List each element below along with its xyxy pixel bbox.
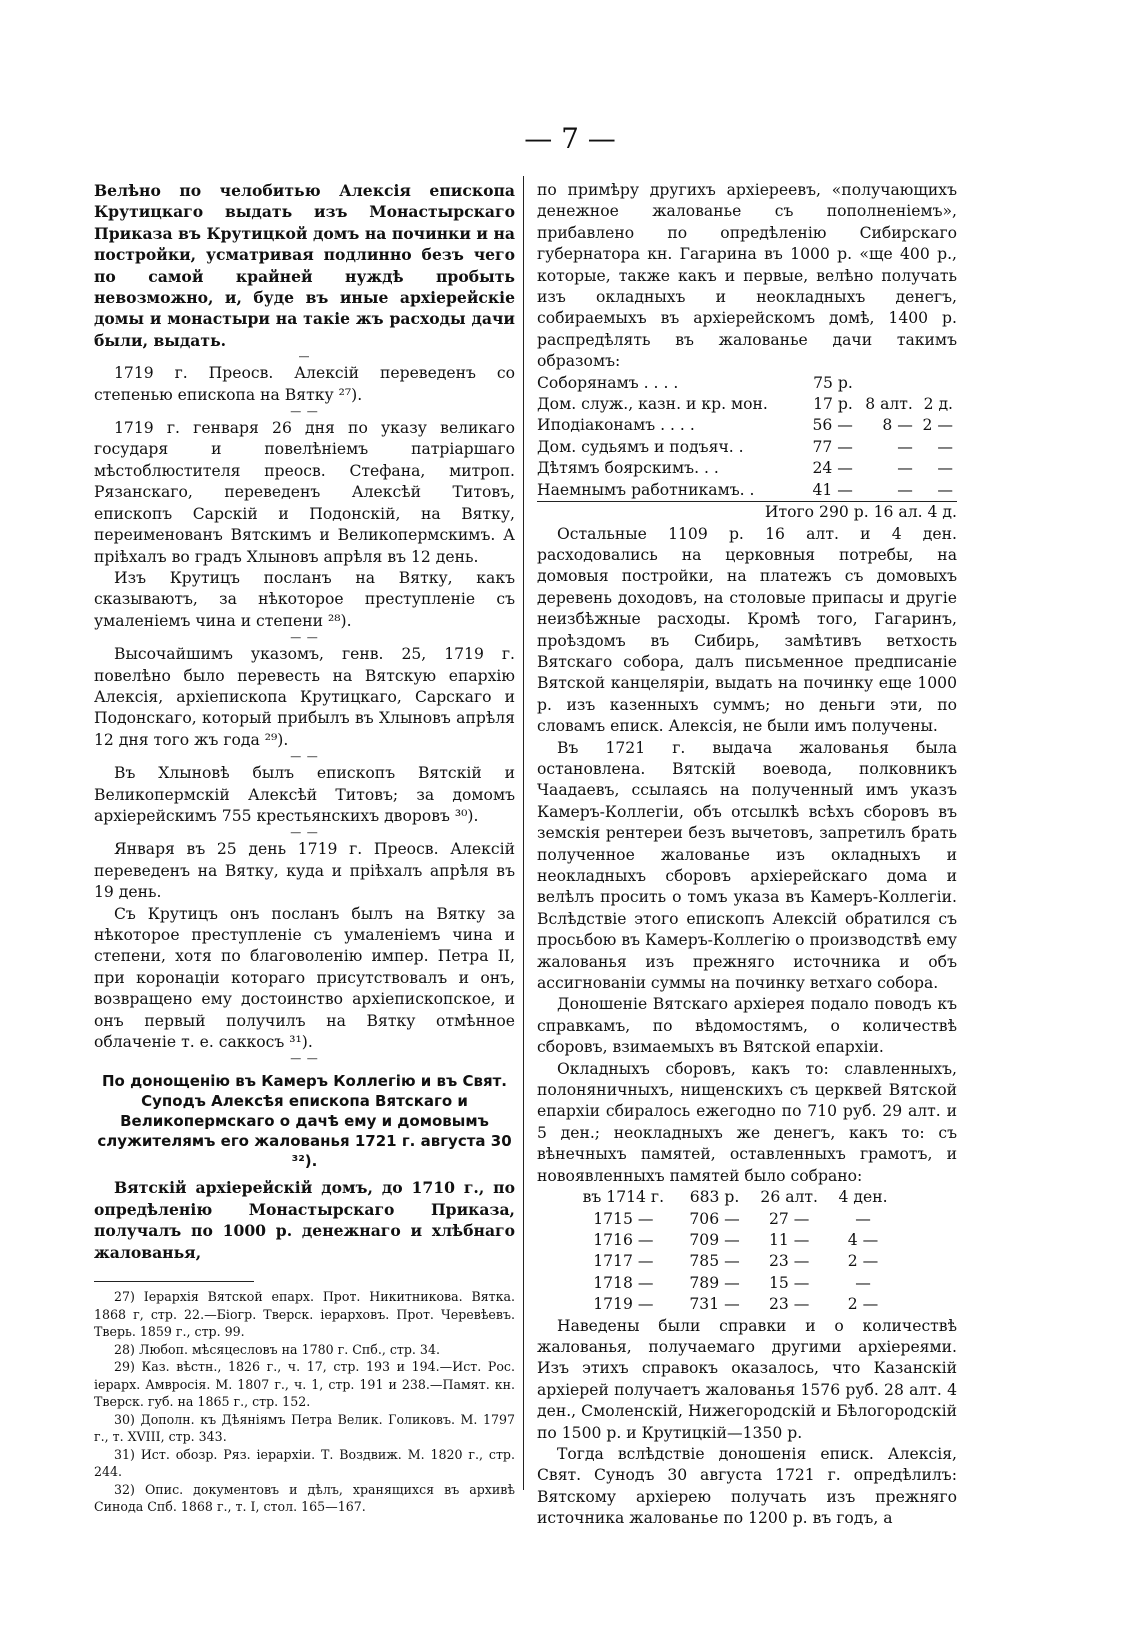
den: —	[855, 1209, 871, 1228]
den: 2 —	[847, 1295, 879, 1314]
salary-alt: —	[897, 459, 913, 478]
salary-alt: —	[897, 480, 913, 499]
collections-table	[567, 1187, 897, 1315]
salary-alt: 8 —	[882, 416, 913, 435]
rub: 785 —	[689, 1252, 740, 1271]
year: 1715 —	[593, 1209, 654, 1228]
paragraph: 1719 г. генваря 26 дня по указу великаго государя и повелѣніемъ патріаршаго мѣстоблюстителя преосв. Стефана, митроп. Рязанскаго, переведенъ Алексѣй Титовъ, епископъ Сарскій и Подонскій, на Вятку, переименованъ Вятскимъ и Великопермскимъ. А пріѣхалъ во градъ Хлыновъ апрѣля въ 12 день.	[94, 419, 515, 566]
table-row	[567, 1230, 897, 1251]
rub: 683 р.	[689, 1188, 740, 1207]
salary-total: Итого 290 р. 16 ал. 4 д.	[537, 501, 957, 523]
salary-rub: 24 —	[812, 459, 853, 478]
column-divider	[523, 176, 524, 1490]
salary-item: Дом. судьямъ и подъяч. .	[537, 437, 744, 456]
salary-item: Дѣтямъ боярскимъ. . .	[537, 459, 719, 478]
alt: 11 —	[769, 1230, 810, 1249]
salary-alt: —	[897, 437, 913, 456]
page-number: — 7 —	[524, 122, 616, 155]
paragraph: Вятскій архіерейскій домъ, до 1710 г., по опредѣленію Монастырскаго Приказа, получалъ по 1000 р. денежнаго и хлѣбнаго жалованья,	[94, 1178, 515, 1262]
year: 1717 —	[593, 1252, 654, 1271]
separator: — —	[290, 750, 319, 764]
den: 4 —	[847, 1230, 879, 1249]
paragraph: Изъ Крутицъ посланъ на Вятку, какъ сказываютъ, за нѣкоторое преступленіе съ умаленіемъ чина и степени ²⁸).	[94, 568, 515, 630]
table-row	[567, 1209, 897, 1230]
rub: 731 —	[689, 1295, 740, 1314]
table-row	[537, 394, 957, 415]
alt: 23 —	[769, 1295, 810, 1314]
rub: 789 —	[689, 1273, 740, 1292]
paragraph: Въ 1721 г. выдача жалованья была остановлена. Вятскій воевода, полковникъ Чаадаевъ, ссылаясь на полученный имъ указъ Камеръ-Коллегіи, объ отсылкѣ всѣхъ сборовъ въ земскія рентереи безъ вычетовъ, запретилъ брать полученное жалованье изъ окладныхъ и неокладныхъ сборовъ архіерейскаго дома и велѣлъ просить о томъ указа въ Камеръ-Коллегіи. Вслѣдствіе этого епископъ Алексій обратился съ просьбою въ Камеръ-Коллегію о производствѣ ему жалованья изъ прежняго источника и объ ассигнованіи суммы на починку ветхаго собора.	[537, 738, 957, 993]
year: 1719 —	[593, 1295, 654, 1314]
separator: — —	[290, 405, 319, 419]
salary-item: Наемнымъ работникамъ. .	[537, 480, 755, 499]
footnote: 28) Любоп. мѣсяцесловъ на 1780 г. Спб., стр. 34.	[114, 1341, 440, 1357]
paragraph: Января въ 25 день 1719 г. Преосв. Алексій переведенъ на Вятку, куда и пріѣхалъ апрѣля въ 19 день.	[94, 840, 515, 902]
salary-rub: 41 —	[812, 480, 853, 499]
table-row	[567, 1187, 897, 1208]
salary-den: —	[937, 480, 953, 499]
paragraph: Въ Хлыновѣ былъ епископъ Вятскій и Великопермскій Алексѣй Титовъ; за домомъ архіерейскимъ 755 крестьянскихъ дворовъ ³⁰).	[94, 764, 515, 825]
footnote: 29) Каз. вѣстн., 1826 г., ч. 17, стр. 193 и 194.—Ист. Рос. іерарх. Амвросія. М. 1807 г., ч. 1, стр. 191 и 238.—Памят. кн. Тверск. губ. на 1865 г., стр. 152.	[94, 1359, 515, 1410]
footnote: 31) Ист. обозр. Ряз. іерархіи. Т. Воздвиж. М. 1820 г., стр. 244.	[94, 1446, 515, 1480]
salary-den: 2 —	[922, 416, 953, 435]
salary-den: —	[937, 459, 953, 478]
table-row	[537, 415, 957, 436]
paragraph: Доношеніе Вятскаго архіерея подало поводъ къ справкамъ, по вѣдомостямъ, о количествѣ сборовъ, взимаемыхъ въ Вятской епархіи.	[537, 995, 957, 1057]
paragraph: Съ Крутицъ онъ посланъ былъ на Вятку за нѣкоторое преступленіе съ умаленіемъ чина и степени, хотя по благоволенію импер. Петра II, при коронаціи котораго присутствовалъ и онъ, возвращено ему достоинство архіепископское, и онъ первый получилъ на Вятку отмѣнное облаченіе т. е. саккосъ ³¹).	[94, 904, 515, 1052]
rub: 706 —	[689, 1209, 740, 1228]
footnote-rule	[94, 1281, 254, 1282]
footnote: 30) Дополн. къ Дѣяніямъ Петра Велик. Голиковъ. М. 1797 г., т. XVIII, стр. 343.	[94, 1411, 515, 1445]
salary-alt: 8 алт.	[865, 395, 913, 414]
alt: 26 алт.	[760, 1188, 818, 1207]
table-row	[537, 373, 957, 394]
alt: 27 —	[769, 1209, 810, 1228]
paragraph: по примѣру другихъ архіереевъ, «получающихъ денежное жалованье съ пополненіемъ», прибавлено по опредѣленію Сибирскаго губернатора кн. Гагарина въ 1000 р. «ще 400 р., которые, также какъ и первые, велѣно получать изъ окладныхъ и неокладныхъ денегъ, собираемыхъ въ архіерейскомъ домѣ, 1400 р. распредѣлять въ жалованье дачи такимъ образомъ:	[537, 181, 957, 371]
den: 2 —	[847, 1252, 879, 1271]
table-row	[567, 1294, 897, 1315]
salary-item: Соборянамъ . . . .	[537, 373, 679, 392]
left-column	[94, 180, 515, 1516]
den: 4 ден.	[838, 1188, 888, 1207]
paragraph: Высочайшимъ указомъ, генв. 25, 1719 г. повелѣно было перевесть на Вятскую епархію Алексія, архіепископа Крутицкаго, Сарскаго и Подонскаго, который прибылъ въ Хлыновъ апрѣля 12 дня того жъ года ²⁹).	[94, 645, 515, 749]
salary-rub: 56 —	[812, 416, 853, 435]
salary-alt	[857, 373, 917, 394]
footnote: 32) Опис. документовъ и дѣлъ, хранящихся въ архивѣ Синода Спб. 1868 г., т. I, стол. 165—167.	[94, 1481, 515, 1515]
salary-den	[917, 373, 957, 394]
salary-den: 2 д.	[923, 395, 953, 414]
paragraph: Окладныхъ сборовъ, какъ то: славленныхъ, полоняничныхъ, нищенскихъ съ церквей Вятской епархіи сбиралось ежегодно по 710 руб. 29 алт. и 5 ден.; неокладныхъ же денегъ, какъ то: съ вѣнечныхъ памятей, оставленныхъ грамотъ, и новоявленныхъ памятей было собрано:	[537, 1059, 957, 1185]
alt: 23 —	[769, 1252, 810, 1271]
table-row	[537, 437, 957, 458]
salary-rub: 75 р.	[813, 373, 853, 392]
salary-item: Иподіаконамъ . . . .	[537, 416, 695, 435]
salary-rub: 77 —	[812, 437, 853, 456]
paragraph: Тогда вслѣдствіе доношенія еписк. Алексія, Свят. Сунодъ 30 августа 1721 г. опредѣлилъ: Вятскому архіерею получать изъ прежняго источника жалованье по 1200 р. въ годъ, а	[537, 1444, 957, 1528]
table-row	[567, 1273, 897, 1294]
paragraph: Велѣно по челобитью Алексія епископа Крутицкаго выдать изъ Монастырскаго Приказа въ Крутицкой домъ на починки и на постройки, усматривая подлинно безъ чего по самой крайней нуждѣ пробыть невозможно, и, буде въ иные архіерейскіе домы и монастыри на такіе жъ расходы дачи были, выдать.	[94, 181, 515, 350]
table-row	[537, 480, 957, 501]
paragraph: 1719 г. Преосв. Алексій переведенъ со степенью епископа на Вятку ²⁷).	[94, 364, 515, 404]
separator: — —	[290, 1052, 319, 1066]
year: 1718 —	[593, 1273, 654, 1292]
separator: — —	[290, 826, 319, 840]
rub: 709 —	[689, 1230, 740, 1249]
year: въ 1714 г.	[582, 1188, 665, 1207]
table-row	[537, 458, 957, 479]
den: —	[855, 1273, 871, 1292]
paragraph: Наведены были справки и о количествѣ жалованья, получаемаго другими архіереями. Изъ этихъ справокъ оказалось, что Казанскій архіерей получаетъ жалованья 1576 руб. 28 алт. 4 ден., Смоленскій, Нижегородскій и Бѣлогородскій по 1500 р. и Крутицкій—1350 р.	[537, 1316, 957, 1442]
table-row	[567, 1251, 897, 1272]
salary-table	[537, 373, 957, 501]
separator: — —	[290, 631, 319, 645]
footnote: 27) Іерархія Вятской епарх. Прот. Никитникова. Вятка. 1868 г, стр. 22.—Біогр. Тверск. іерарховъ. Прот. Черевѣевъ. Тверь. 1859 г., стр. 99.	[94, 1289, 515, 1340]
salary-den: —	[937, 437, 953, 456]
salary-item: Дом. служ., казн. и кр. мон.	[537, 395, 768, 414]
alt: 15 —	[769, 1273, 810, 1292]
separator: —	[298, 350, 311, 364]
paragraph: Остальные 1109 р. 16 алт. и 4 ден. расходовались на церковныя потребы, на домовыя постройки, на платежъ съ домовыхъ деревень доходовъ, на столовые припасы и другіе неизбѣжные расходы. Кромѣ того, Гагаринъ, проѣздомъ въ Сибирь, замѣтивъ ветхость Вятскаго собора, далъ письменное предписаніе Вятской канцеляріи, выдать на починку еще 1000 р. изъ казенныхъ суммъ; но деньги эти, по словамъ еписк. Алексія, не были имъ получены.	[537, 524, 957, 736]
right-column	[537, 180, 957, 1530]
section-heading: По донощенію въ Камеръ Коллегію и въ Свят. Суподъ Алексѣя епископа Вятскаго и Великопермскаго о дачѣ ему и домовымъ служителямъ его жалованья 1721 г. августа 30 ³²).	[97, 1072, 512, 1171]
salary-rub: 17 р.	[813, 395, 853, 414]
year: 1716 —	[593, 1230, 654, 1249]
